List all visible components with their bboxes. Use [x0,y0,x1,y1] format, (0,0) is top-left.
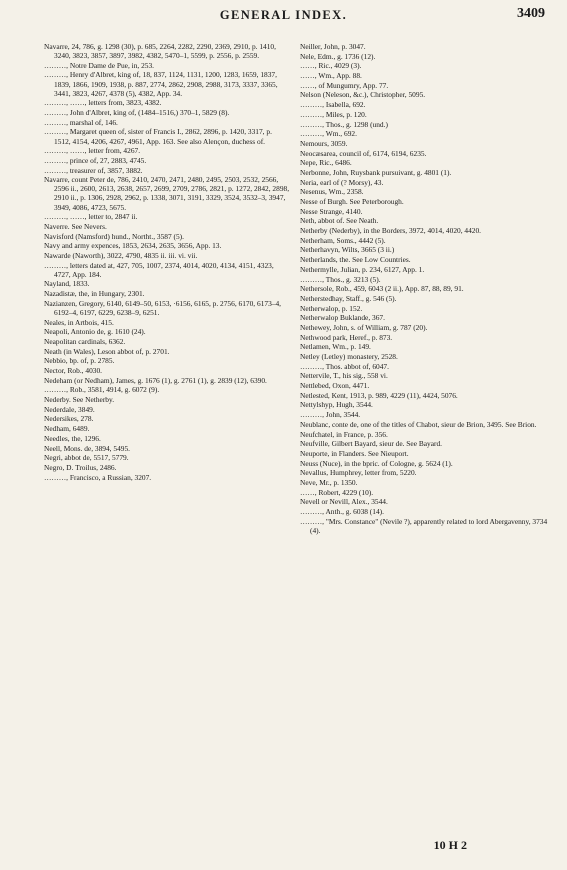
index-entry: Netherby (Nederby), in the Borders, 3972, 4014, 4020, 4420. [300,226,482,236]
index-entry: Neuss (Nuce), in the bpric. of Cologne, g. 5624 (1). [300,458,453,468]
index-entry: Neiller, John, p. 3047. [300,42,366,51]
index-entry: ………, letters dated at, 427, 705, 1007, 2374, 4014, 4020, 4134, 4151, 4323, 4727, App. 184. [44,260,274,279]
index-entry: Neocæsarea, council of, 6174, 6194, 6235. [300,148,427,158]
index-entry: ………, Henry d'Albret, king of, 18, 837, 1124, 1131, 1200, 1283, 1659, 1837, 1839, 1866, 1909, 1938, p. 887, 2774, 2862, 2908, 2988, 3173, 3337, 3365, 3441, 3823, 4267, 4378 (5), 4382, App. 34. [44,70,278,98]
index-entry: Nayland, 1833. [44,279,90,289]
index-entry: ……, Robert, 4229 (10). [300,487,374,497]
index-entry: Netherstedhay, Staff., g. 546 (5). [300,293,397,303]
index-entry: Netley (Letley) monastery, 2528. [300,352,398,361]
index-entry: Neufchatel, in France, p. 356. [300,429,388,439]
index-entry: Neales, in Artbois, 415. [44,317,114,327]
index-entry: Neth, abbot of. See Neath. [300,216,379,226]
index-entry: ………, Francisco, a Russian, 3207. [44,472,152,482]
index-entry: Neuporte, in Flanders. See Nieuport. [300,448,409,458]
index-entry: Neath (in Wales), Leson abbot of, p. 2701. [44,346,170,356]
index-entry: ………, Thos. abbot of, 6047. [300,361,389,371]
index-entry: Nemours, 3059. [300,138,348,148]
index-entry: Nesenus, Wm., 2358. [300,187,364,197]
index-entry: Netherwalop Buklande, 367. [300,313,385,323]
index-entry: ………, Anth., g. 6038 (14). [300,507,384,516]
index-entry: Negri, abbot de, 5517, 5779. [44,453,129,463]
index-entry: Nettylshyp, Hugh, 3544. [300,400,373,410]
index-entry: Navarre, count Peter de, 786, 2410, 2470, 2471, 2480, 2495, 2503, 2532, 2566, 2596 ii., 2600, 2613, 2638, 2657, 2699, 2709, 2786, 2821, p. 1272, 2842, 2898, 2910 ii., p. 1306, 2928, 2962, p. 1338, 3071, 3191, 3329, 3524, 3532–3, 3947, 3949, 4086, 4723, 5675. [44,175,290,212]
index-entry: Netlamen, Wm., p. 149. [300,342,371,352]
index-entry: Nevallus, Humphrey, letter from, 5220. [300,468,417,478]
index-entry: Neufville, Gilbert Bayard, sieur de. See Bayard. [300,439,443,449]
index-entry: ………, marshal of, 146. [44,117,118,127]
index-entry: ………, Notre Dame de Pue, in, 253. [44,60,155,70]
index-entry: Negro, D. Troilus, 2486. [44,462,117,472]
index-entry: Netherham, Soms., 4442 (5). [300,235,386,245]
index-entry: ………, ……, letter from, 4267. [44,146,141,156]
index-entry: ………, ……, letter to, 2847 ii. [44,212,138,222]
index-entry: ………, treasurer of, 3857, 3882. [44,165,143,175]
index-entry: ………, John d'Albret, king of, (1484–1516,) 370–1, 5829 (8). [44,108,230,118]
index-entry: ………, Isabella, 692. [300,100,366,110]
index-entry: Navarre, 24, 786, g. 1298 (30), p. 685, 2264, 2282, 2290, 2369, 2910, p. 1410, 3240, 3823, 3857, 3897, 3982, 4382, 5470–1, 5599, p. 2556, p. 2559. [44,42,276,61]
index-entry: Netlested, Kent, 1913, p. 989, 4229 (11), 4424, 5076. [300,390,458,400]
index-entry: Nector, Rob., 4030. [44,366,102,376]
index-entry: ……, of Mungumry, App. 77. [300,80,389,90]
index-entry: Neapolitan cardinals, 6362. [44,336,126,346]
index-entry: Nerbonne, John, Ruysbank pursuivant, g. 4801 (1). [300,167,452,177]
index-entry: ………, ……, letters from, 3823, 4382. [44,98,162,108]
index-entry: Nesse Strange, 4140. [300,206,363,216]
index-entry: Nelson (Neleson, &c.), Christopher, 5095. [300,90,426,100]
index-entry: ……, Wm., App. 88. [300,71,362,81]
index-entry: Nazadistæ, the, in Hungary, 2301. [44,289,145,299]
index-entry: Nethewey, John, s. of William, g. 787 (20). [300,322,428,332]
index-entry: ……, Ric., 4029 (3). [300,61,362,71]
index-entry: ………, Miles, p. 120. [300,109,367,119]
index-entry: Neublanc, conte de, one of the titles of Chabot, sieur de Brion, 3495. See Brion. [300,419,537,429]
index-entry: Nethermylle, Julian, p. 234, 6127, App. 1. [300,264,425,274]
index-entry: Netherhavyn, Wilts, 3665 (3 ii.) [300,245,395,255]
index-column-right [300,42,550,535]
index-entry: Nesse of Burgh. See Peterborough. [300,197,404,206]
index-entry: Nedham, 6489. [44,424,90,434]
page-number: 3409 [517,6,545,21]
page-header [0,6,567,28]
index-entry: Nederby. See Netherby. [44,395,115,405]
signature-mark: 10 H 2 [433,838,467,852]
index-entry: Nawarde (Naworth), 3022, 4790, 4835 ii. iii. vi. vii. [44,250,198,260]
index-entry: ………, Margaret queen of, sister of Francis I., 2862, 2896, p. 1420, 3317, p. 1512, 4154, 4206, 4267, 4961, App. 163. See also Alençon, duchess of. [44,127,272,146]
index-entry: Nettlebed, Oxon, 4471. [300,381,370,391]
index-entry: ………, John, 3544. [300,410,361,420]
index-entry: Nethersole, Rob., 459, 6043 (2 ii.), App. 87, 88, 89, 91. [300,284,464,294]
index-entry: ………, Thos., g. 3213 (5). [300,274,381,284]
index-entry: Nedeham (or Nedham), James, g. 1676 (1), g. 2761 (1), g. 2839 (12), 6390. [44,375,267,385]
index-column-left [44,42,290,482]
index-entry: ………, "Mrs. Constance" (Nevile ?), apparently related to lord Abergavenny, 3734 (4). [300,516,548,535]
index-entry: Nettervile, T., his sig., 558 vi. [300,371,388,381]
index-entry: Nedersikes, 278. [44,414,94,424]
index-entry: Netherwalop, p. 152. [300,303,363,313]
index-entry: Neve, Mr., p. 1350. [300,477,358,487]
page-title: GENERAL INDEX. [219,8,348,22]
index-entry: Neapoli, Antonio de, g. 1610 (24). [44,327,146,337]
index-entry: ………, Wm., 692. [300,129,357,139]
index-entry: Nederdale, 3849. [44,404,95,414]
index-entry: Navisford (Namsford) hund., Northt., 3587 (5). [44,231,184,241]
index-entry: Neell, Mons. de, 3894, 5495. [44,443,131,453]
index-entry: Navy and army expences, 1853, 2634, 2635, 3656, App. 13. [44,241,222,251]
index-entry: Naverre. See Nevers. [44,221,107,231]
index-entry: Neria, earl of (? Morsy), 43. [300,177,384,187]
index-entry: Nebbio, bp. of, p. 2785. [44,356,115,366]
index-entry: Netherlands, the. See Low Countries. [300,255,411,265]
index-entry: Nethwood park, Heref., p. 873. [300,332,393,342]
index-entry: Nevell or Nevill, Alex., 3544. [300,497,388,507]
index-entry: Nele, Edm., g. 1736 (12). [300,51,376,61]
index-entry: ………, Thos., g. 1298 (und.) [300,119,388,129]
index-entry: ………, Rob., 3581, 4914, g. 6072 (9). [44,385,160,395]
index-entry: Nazianzen, Gregory, 6140, 6149–50, 6153, ·6156, 6165, p. 2756, 6170, 6173–4, 6192–4, 6197, 6229, 6238–9, 6251. [44,298,282,317]
index-entry: Nepe, Ric., 6486. [300,158,352,168]
index-entry: Needles, the, 1296. [44,433,101,443]
index-entry: ………, prince of, 27, 2883, 4745. [44,155,147,165]
